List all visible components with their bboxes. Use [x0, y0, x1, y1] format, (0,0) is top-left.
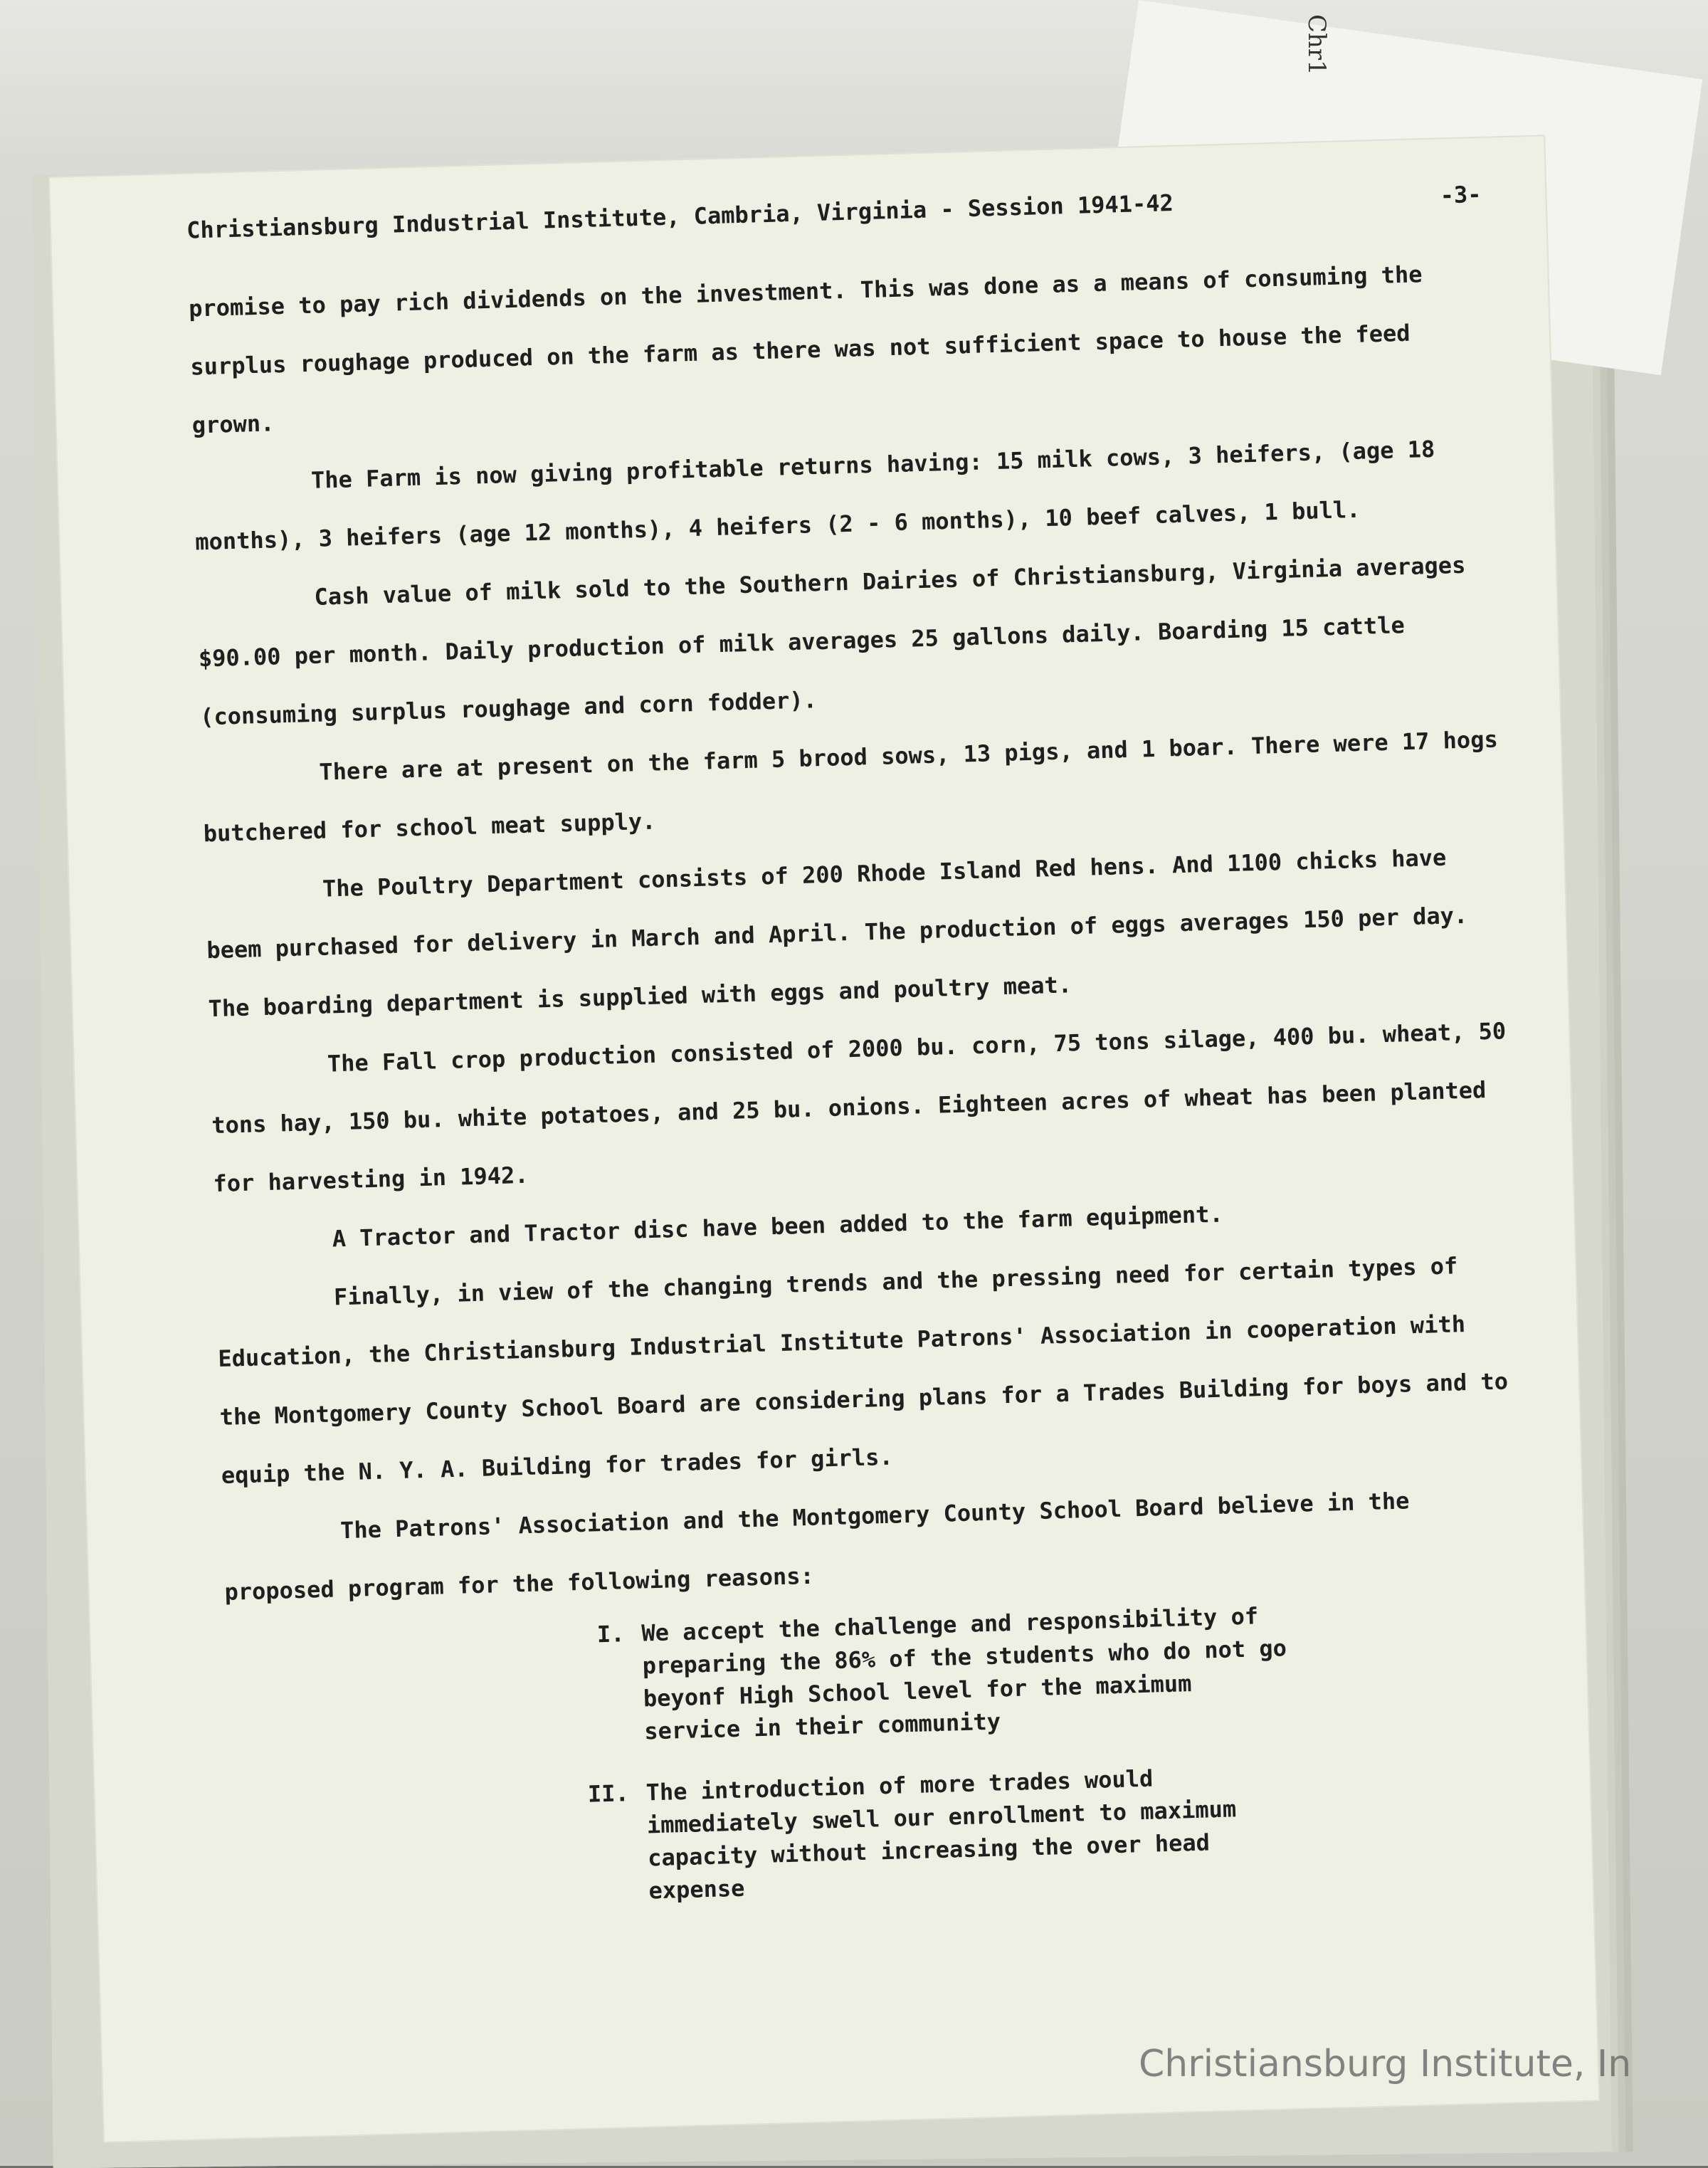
list-item	[230, 1752, 1535, 1919]
paragraph: Finally, in view of the changing trends and the pressing need for certain types of Education, the Christiansburg Industrial Institute Patrons' Association in cooperation with the Montgomery County School Board are considering plans for a Trades Building for boys and to equip the N. Y. A. Building for trades for girls.	[217, 1252, 1509, 1489]
list-item-text: The introduction of more trades would immediately swell our enrollment to maximum capacity without increasing the over head expense	[645, 1764, 1237, 1905]
paragraph: A Tractor and Tractor disc have been added to the farm equipment.	[332, 1200, 1224, 1253]
corner-note: Chr1	[1302, 14, 1331, 75]
paragraph: promise to pay rich dividends on the investment. This was done as a means of consuming the surplus roughage produced on the farm as there was not sufficient space to house the feed grown.	[188, 261, 1423, 439]
paragraph: The Farm is now giving profitable returns having: 15 milk cows, 3 heifers, (age 18 months), 3 heifers (age 12 months), 4 heifers (2 - 6 months), 10 beef calves, 1 bull.	[194, 435, 1435, 556]
document-page	[50, 136, 1598, 2142]
reasons-list	[226, 1592, 1536, 1919]
page-content	[186, 181, 1536, 1947]
paragraph: The Poultry Department consists of 200 Rhode Island Red hens. And 1100 chicks have beem purchased for delivery in March and April. The production of eggs averages 150 per day. The boarding department is supplied with eggs and poultry meat.	[206, 843, 1468, 1023]
paragraph: Cash value of milk sold to the Southern Dairies of Christiansburg, Virginia averages $90.00 per month. Daily production of milk averages 25 gallons daily. Boarding 15 cattle (consuming surplus roughage and corn fodder).	[198, 551, 1466, 731]
paragraph: The Fall crop production consisted of 2000 bu. corn, 75 tons silage, 400 bu. wheat, 50 tons hay, 150 bu. white potatoes, and 25 bu. onions. Eighteen acres of wheat has been planted for harvesting in 1942.	[211, 1017, 1507, 1198]
paragraph: There are at present on the farm 5 brood sows, 13 pigs, and 1 boar. There were 17 hogs butchered for school meat supply.	[203, 725, 1499, 848]
paragraph: The Patrons' Association and the Montgomery County School Board believe in the proposed program for the following reasons:	[224, 1487, 1410, 1606]
watermark: Christiansburg Institute, In	[1139, 2043, 1632, 2085]
header-title: Christiansburg Industrial Institute, Cambria, Virginia - Session 1941-42	[186, 189, 1174, 244]
list-item	[226, 1592, 1531, 1759]
list-item-text: We accept the challenge and responsibility of preparing the 86% of the students who do not go beyonf High School level for the maximum service in their community	[640, 1602, 1287, 1745]
page-number: -3-	[1440, 180, 1482, 209]
page-header	[186, 181, 1489, 244]
list-item-number: II.	[587, 1779, 630, 1808]
list-item-number: I.	[596, 1620, 625, 1648]
